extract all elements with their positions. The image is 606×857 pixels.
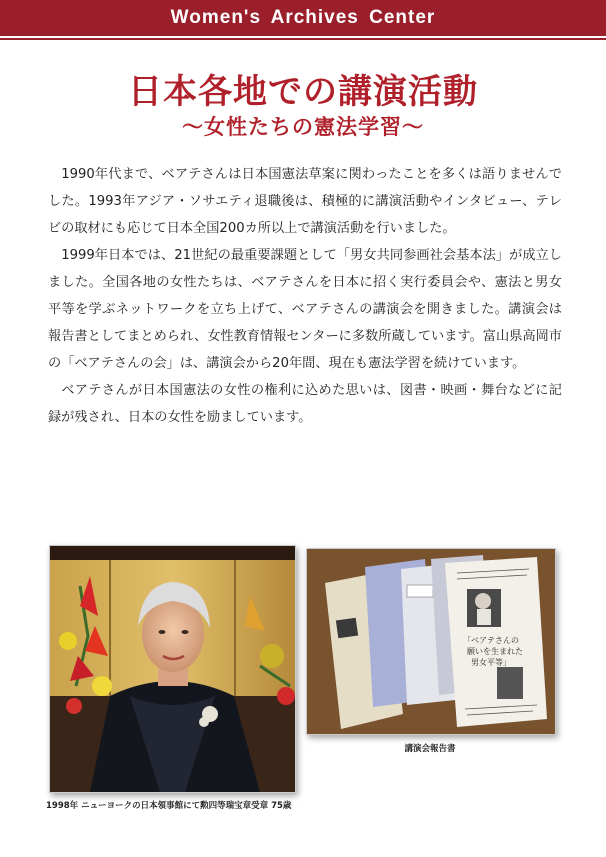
page-subtitle: ～女性たちの憲法学習～ bbox=[182, 115, 424, 139]
booklet-title-text: 「ベアテさんの 願いを生まれた 男女平等」 bbox=[463, 636, 523, 667]
paragraph-2: 1999年日本では、21世紀の最重要課題として「男女共同参画社会基本法」が成立しました。全国各地の女性たちは、ベアテさんを日本に招く実行委員会や、憲法と男女平等を学ぶネットワークを立ち上げて、ベアテさんの講演会を開きました。講演会は報告書としてまとめられ、女性教育情報センターに多数所蔵しています。富山県高岡市の「ベアテさんの会」は、講演会から20年間、現在も憲法学習を続けています。 bbox=[48, 248, 562, 371]
paragraph-1: 1990年代まで、ベアテさんは日本国憲法草案に関わったことを多くは語りませんでした。1993年アジア・ソサエティ退職後は、積極的に講演活動やインタビュー、テレビの取材にも応じて日本全国200カ所以上で講演活動を行いました。 bbox=[48, 167, 562, 236]
header-title: Women's Archives Center bbox=[170, 7, 436, 28]
portrait-photo bbox=[49, 545, 296, 793]
paragraph-3: ベアテさんが日本国憲法の女性の権利に込めた思いは、図書・映画・舞台などに記録が残され、日本の女性を励ましています。 bbox=[48, 383, 562, 425]
booklets-photo bbox=[306, 548, 556, 735]
header-divider bbox=[0, 38, 606, 40]
header-bar bbox=[0, 0, 606, 36]
portrait-caption: 1998年 ニューヨークの日本領事館にて勲四等瑞宝章受章 75歳 bbox=[46, 801, 292, 811]
booklets-image bbox=[307, 549, 555, 734]
page-title: 日本各地での講演活動 bbox=[128, 72, 478, 112]
body-text bbox=[48, 161, 562, 431]
booklets-caption: 講演会報告書 bbox=[404, 744, 456, 754]
portrait-image bbox=[50, 546, 295, 792]
